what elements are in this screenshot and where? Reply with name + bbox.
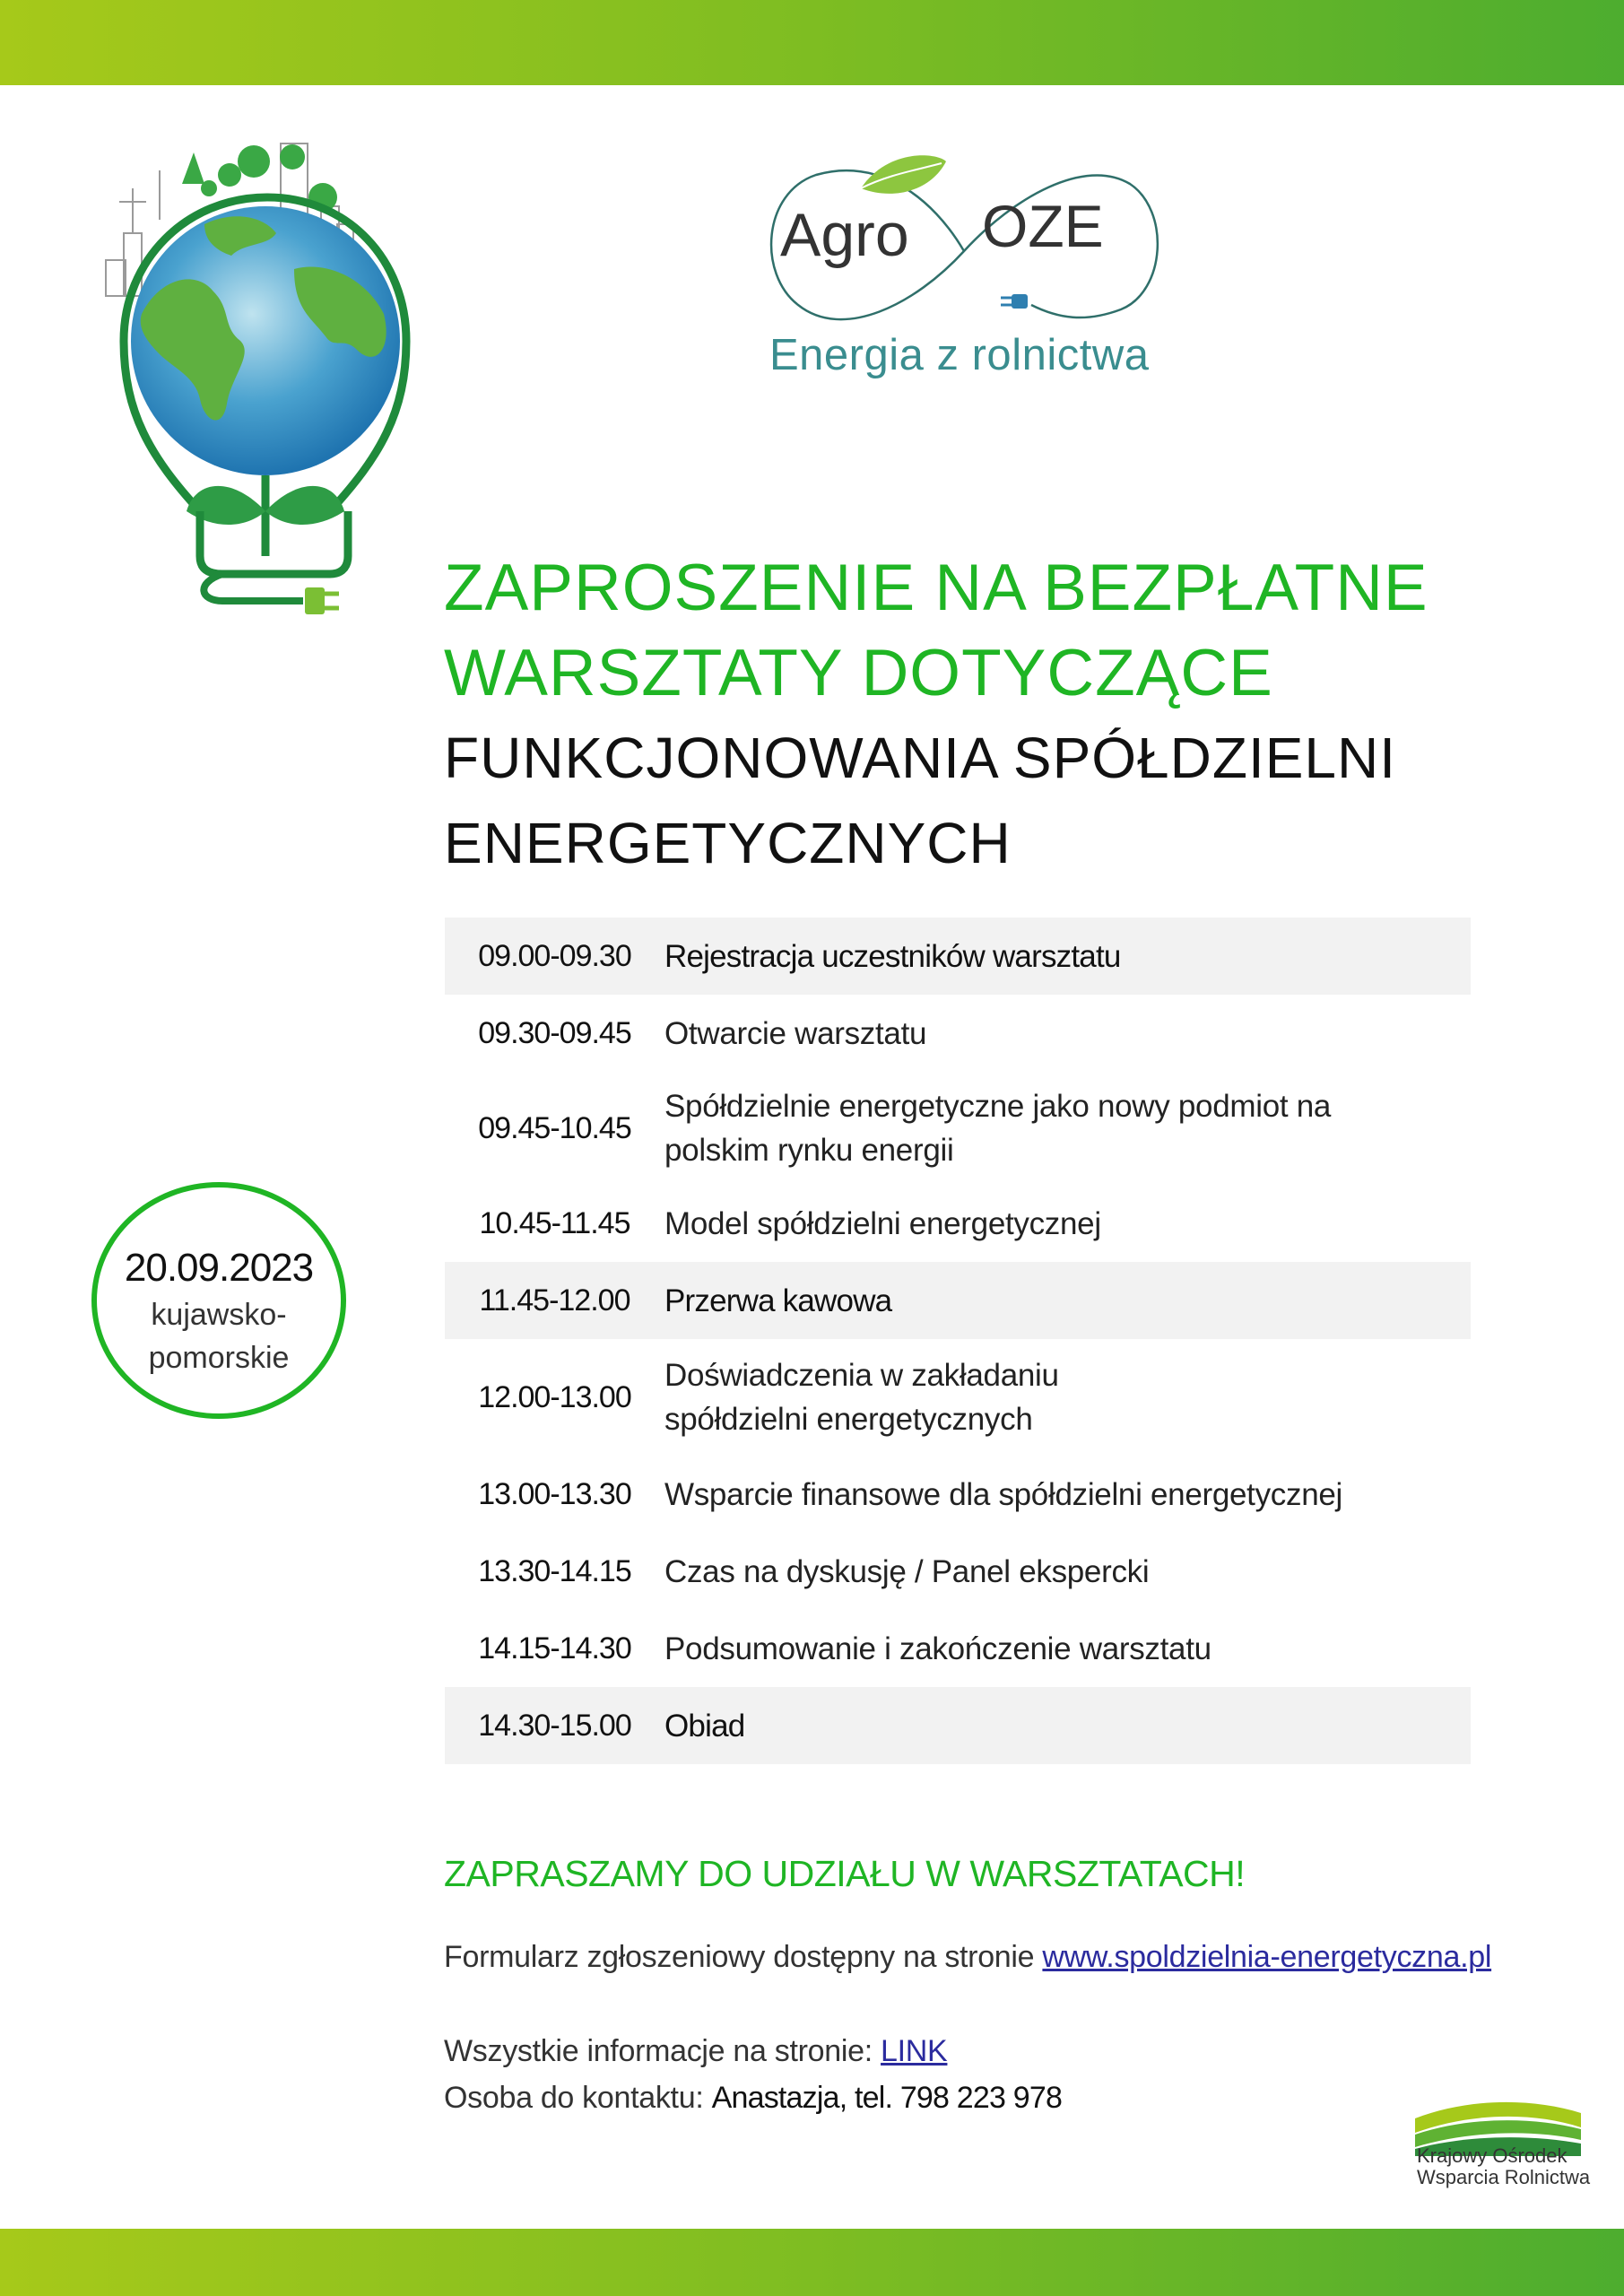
agenda-row xyxy=(445,995,1471,1072)
agenda-desc: Podsumowanie i zakończenie warsztatu xyxy=(664,1631,1211,1666)
kowr-line-2: Wsparcia Rolnictwa xyxy=(1417,2166,1591,2188)
agenda-time: 10.45-11.45 xyxy=(479,1205,630,1240)
form-link[interactable]: www.spoldzielnia-energetyczna.pl xyxy=(1042,1940,1492,1974)
title-line-2: WARSZTATY DOTYCZĄCE xyxy=(444,637,1273,709)
agenda-time: 13.00-13.30 xyxy=(478,1476,631,1511)
page-title xyxy=(444,545,1520,886)
top-green-band xyxy=(0,0,1624,85)
agenda-desc: Rejestracja uczestników warsztatu xyxy=(664,938,1121,974)
more-info-link[interactable]: LINK xyxy=(881,2034,948,2068)
title-line-1: ZAPROSZENIE NA BEZPŁATNE xyxy=(444,552,1429,624)
agenda-time: 12.00-13.00 xyxy=(478,1379,631,1414)
agenda-time: 09.00-09.30 xyxy=(478,938,631,973)
agenda-desc: Przerwa kawowa xyxy=(664,1283,892,1318)
event-region-line-2: pomorskie xyxy=(148,1341,290,1375)
more-info xyxy=(444,2034,947,2069)
agenda-time: 11.45-12.00 xyxy=(479,1283,630,1318)
agenda-row xyxy=(445,1456,1471,1533)
agenda-desc: Obiad xyxy=(664,1708,745,1744)
agenda-time: 14.30-15.00 xyxy=(478,1708,631,1743)
agenda-row xyxy=(445,1339,1471,1456)
agro-subtitle: Energia z rolnictwa xyxy=(769,331,1150,379)
agenda-row xyxy=(445,1262,1471,1339)
form-info-text: Formularz zgłoszeniowy dostępny na stronie xyxy=(444,1940,1043,1974)
agenda-row xyxy=(445,1687,1471,1764)
agenda-row xyxy=(445,1185,1471,1262)
agenda-desc: Spółdzielnie energetyczne jako nowy podmiot na polskim rynku energii xyxy=(664,1089,1332,1168)
call-to-action: ZAPRASZAMY DO UDZIAŁU W WARSZTATACH! xyxy=(444,1853,1246,1894)
agenda-desc: Wsparcie finansowe dla spółdzielni energetycznej xyxy=(664,1476,1343,1512)
more-info-text: Wszystkie informacje na stronie: xyxy=(444,2034,881,2068)
event-date: 20.09.2023 xyxy=(124,1246,314,1290)
contact-label: Osoba do kontaktu: xyxy=(444,2081,712,2115)
agenda-row xyxy=(445,1533,1471,1610)
agenda-row xyxy=(445,1072,1471,1185)
agenda-desc: Doświadczenia w zakładaniu spółdzielni energetycznych xyxy=(664,1358,1059,1437)
agenda-row xyxy=(445,1610,1471,1687)
contact-info xyxy=(444,2081,1062,2116)
agenda-desc: Model spółdzielni energetycznej xyxy=(664,1205,1101,1241)
globe-bulb-icon xyxy=(97,135,447,623)
agenda-row xyxy=(445,918,1471,995)
form-info xyxy=(444,1940,1491,1975)
agenda-desc: Czas na dyskusję / Panel ekspercki xyxy=(664,1553,1150,1589)
agenda-desc: Otwarcie warsztatu xyxy=(664,1015,927,1051)
agenda-time: 14.15-14.30 xyxy=(478,1631,631,1665)
oze-text: OZE xyxy=(982,193,1104,259)
agenda-table xyxy=(445,918,1471,1764)
contact-value: Anastazja, tel. 798 223 978 xyxy=(711,2081,1063,2115)
title-line-4: ENERGETYCZNYCH xyxy=(444,811,1012,875)
kowr-line-1: Krajowy Ośrodek xyxy=(1417,2144,1568,2167)
agenda-time: 09.30-09.45 xyxy=(478,1015,631,1050)
event-date-badge xyxy=(91,1182,346,1419)
agenda-time: 09.45-10.45 xyxy=(478,1110,631,1145)
title-line-3: FUNKCJONOWANIA SPÓŁDZIELNI xyxy=(444,726,1396,790)
kowr-name xyxy=(1417,2145,1590,2188)
event-region-line-1: kujawsko- xyxy=(151,1298,287,1332)
agenda-time: 13.30-14.15 xyxy=(478,1553,631,1588)
bottom-green-band xyxy=(0,2229,1624,2296)
agro-text: Agro xyxy=(780,201,909,269)
